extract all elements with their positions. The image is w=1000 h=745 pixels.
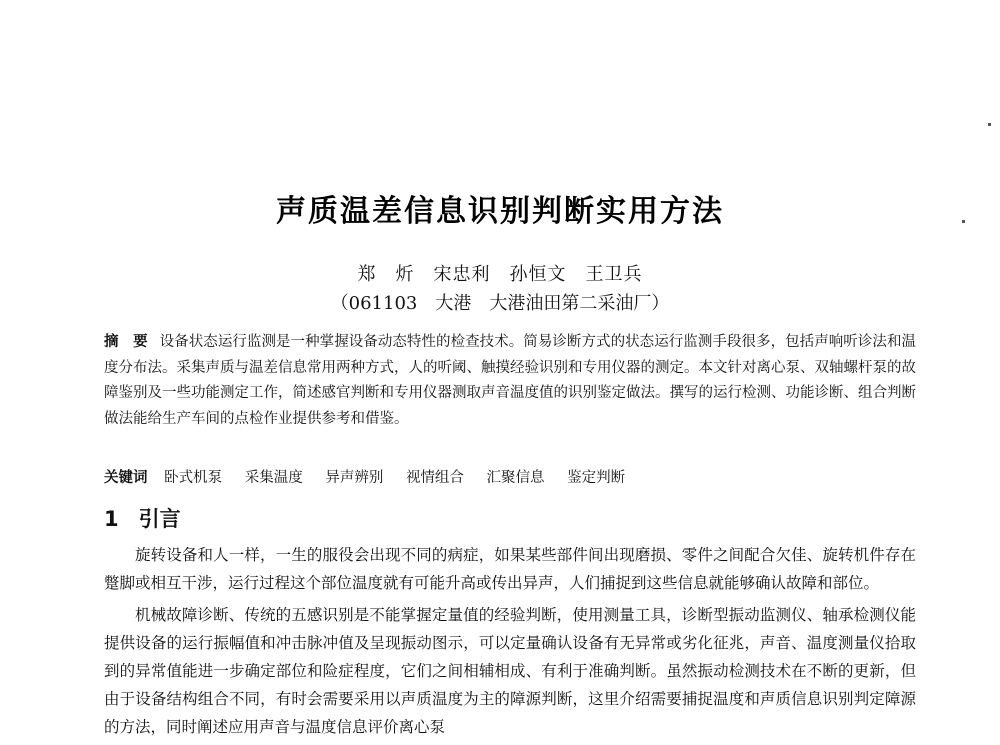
keyword: 采集温度 [244,470,303,486]
keyword: 视情组合 [405,470,464,486]
scan-speck [988,123,991,126]
keyword: 鉴定判断 [567,470,626,486]
abstract-block [104,330,916,432]
keywords-label: 关键词 [104,470,148,486]
paragraph: 旋转设备和人一样，一生的服役会出现不同的病症，如果某些部件间出现磨损、零件之间配合欠佳、旋转机件存在蹩脚或相互干涉，运行过程这个部位温度就有可能升高或传出异声，人们捕捉到这些信息就能够确认故障和部位。 [104,546,916,592]
section-heading [104,503,181,533]
affiliation: （061103 大港 大港油田第二采油厂） [330,293,670,314]
abstract-label: 摘 要 [104,334,148,350]
abstract-text: 设备状态运行监测是一种掌握设备动态特性的检查技术。简易诊断方式的状态运行监测手段很多，包括声响听诊法和温度分布法。采集声质与温差信息常用两种方式，人的听阈、触摸经验识别和专用仪器的测定。本文针对离心泵、双轴螺杆泵的故障鉴别及一些功能测定工作，简述感官判断和专用仪器测取声音温度值的识别鉴定做法。撰写的运行检测、功能诊断、组合判断做法能给生产车间的点检作业提供参考和借鉴。 [104,334,916,427]
keyword: 汇聚信息 [486,470,545,486]
section-number: 1 [104,507,119,531]
keywords-block [104,466,916,490]
section-title: 引言 [138,507,181,531]
paragraph: 机械故障诊断、传统的五感识别是不能掌握定量值的经验判断，使用测量工具，诊断型振动监测仪、轴承检测仪能提供设备的运行振幅值和冲击脉冲值及呈现振动图示，可以定量确认设备有无异常或劣化征兆，声音、温度测量仪拾取到的异常值能进一步确定部位和险症程度，它们之间相辅相成、有利于准确判断。虽然振动检测技术在不断的更新，但由于设备结构组合不同，有时会需要采用以声质温度为主的障源判断，这里介绍需要捕捉温度和声质信息识别判定障源的方法，同时阐述应用声音与温度信息评价离心泵 [104,606,916,736]
keyword: 卧式机泵 [164,470,223,486]
author-list: 郑 炘 宋忠利 孙恒文 王卫兵 [357,264,643,285]
keyword: 异声辨别 [325,470,384,486]
body-text [104,541,916,741]
paper-title: 声质温差信息识别判断实用方法 [276,194,724,229]
